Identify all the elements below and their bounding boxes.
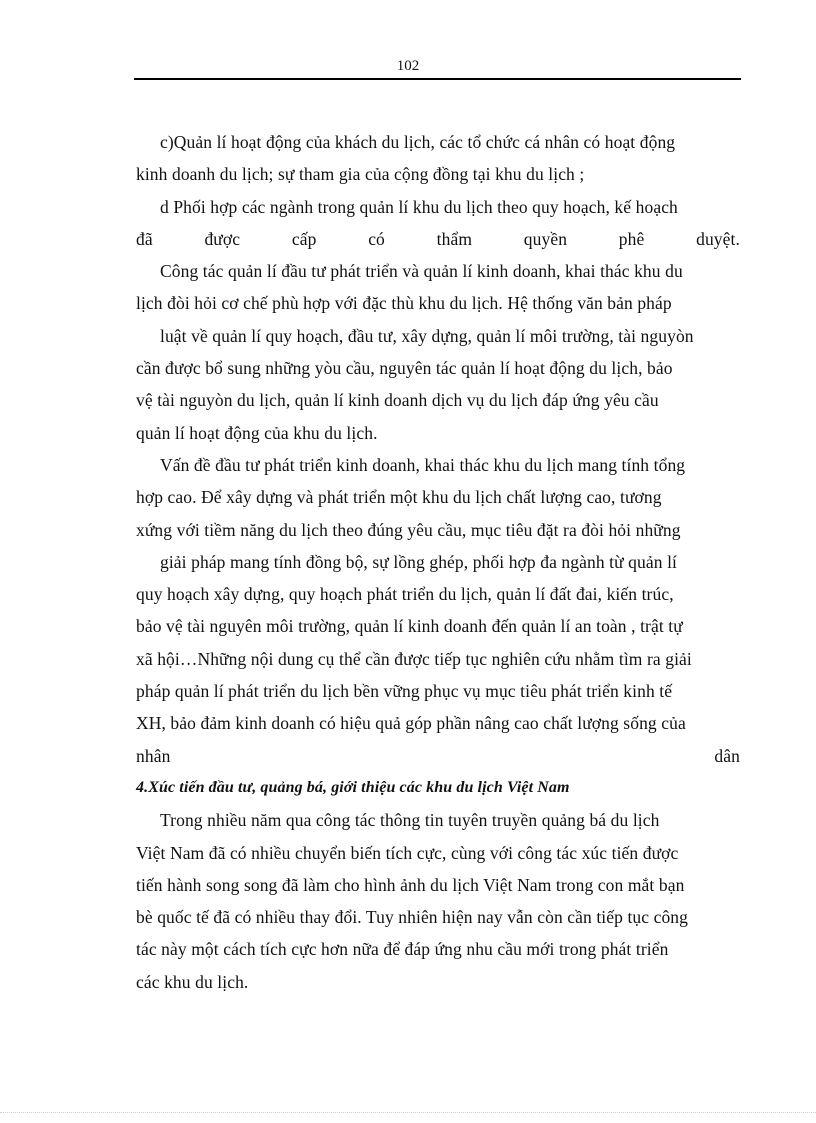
text-line: c)Quản lí hoạt động của khách du lịch, các tổ chức cá nhân có hoạt động: [160, 132, 676, 152]
page-number: 102: [396, 58, 420, 74]
text-line: quản lí hoạt động của khu du lịch.: [136, 422, 378, 443]
word: duyệt.: [696, 228, 740, 249]
text-line: hợp cao. Để xây dựng và phát triển một khu du lịch chất lượng cao, tương: [136, 487, 662, 508]
text-line: Vấn đề đầu tư phát triển kinh doanh, khai thác khu du lịch mang tính tổng: [160, 454, 686, 475]
word: được: [204, 228, 241, 249]
text-line: pháp quản lí phát triển du lịch bền vững phục vụ mục tiêu phát triển kinh tế: [136, 681, 673, 702]
text-line: xã hội…Những nội dung cụ thể cần được tiếp tục nghiên cứu nhằm tìm ra giải: [136, 648, 692, 669]
word: quyền: [523, 228, 568, 249]
spread-line-people: [136, 740, 740, 772]
footer-dotted-rule: [0, 1112, 816, 1113]
text-line: luật về quản lí quy hoạch, đầu tư, xây dựng, quản lí môi trường, tài nguyòn: [160, 325, 694, 346]
text-line: cần được bổ sung những yòu cầu, nguyên tác quản lí hoạt động du lịch, bảo: [136, 358, 673, 379]
text-line: lịch đòi hỏi cơ chế phù hợp với đặc thù khu du lịch. Hệ thống văn bản pháp: [136, 293, 672, 314]
text-line: XH, bảo đảm kinh doanh có hiệu quả góp phần nâng cao chất lượng sống của: [136, 713, 686, 734]
text-line: các khu du lịch.: [136, 971, 249, 992]
document-body: [136, 126, 740, 998]
spread-line-approved: [136, 223, 740, 255]
text-line: quy hoạch xây dựng, quy hoạch phát triển du lịch, quản lí đất đai, kiến trúc,: [136, 584, 674, 605]
word: thẩm: [436, 228, 473, 249]
word: đã: [136, 228, 153, 249]
text-line: vệ tài nguyòn du lịch, quản lí kinh doanh dịch vụ du lịch đáp ứng yêu cầu: [136, 390, 659, 411]
text-line: Trong nhiều năm qua công tác thông tin tuyên truyền quảng bá du lịch: [160, 810, 660, 831]
header-rule: [134, 78, 741, 80]
text-line: tiến hành song song đã làm cho hình ảnh du lịch Việt Nam trong con mắt bạn: [136, 874, 685, 895]
word: dân: [714, 745, 740, 766]
word: nhân: [136, 745, 171, 766]
text-line: kinh doanh du lịch; sự tham gia của cộng đồng tại khu du lịch ;: [136, 164, 585, 185]
word: cấp: [291, 228, 317, 249]
section-heading: 4.Xúc tiến đầu tư, quảng bá, giới thiệu các khu du lịch Việt Nam: [136, 778, 570, 796]
word: phê: [618, 228, 645, 249]
word: có: [368, 228, 385, 249]
text-line: giải pháp mang tính đồng bộ, sự lồng ghép, phối hợp đa ngành từ quản lí: [160, 551, 678, 572]
text-line: Việt Nam đã có nhiều chuyển biến tích cực, cùng với công tác xúc tiến được: [136, 842, 679, 863]
text-line: bảo vệ tài nguyên môi trường, quản lí kinh doanh đến quản lí an toàn , trật tự: [136, 616, 683, 637]
text-line: Công tác quản lí đầu tư phát triển và quản lí kinh doanh, khai thác khu du: [160, 261, 683, 282]
text-line: xứng với tiềm năng du lịch theo đúng yêu cầu, mục tiêu đặt ra đòi hỏi những: [136, 519, 681, 540]
text-line: bè quốc tế đã có nhiều thay đổi. Tuy nhiên hiện nay vẫn còn cần tiếp tục công: [136, 907, 689, 928]
text-line: d Phối hợp các ngành trong quản lí khu du lịch theo quy hoạch, kế hoạch: [160, 196, 678, 217]
text-line: tác này một cách tích cực hơn nữa để đáp ứng nhu cầu mới trong phát triển: [136, 939, 669, 960]
